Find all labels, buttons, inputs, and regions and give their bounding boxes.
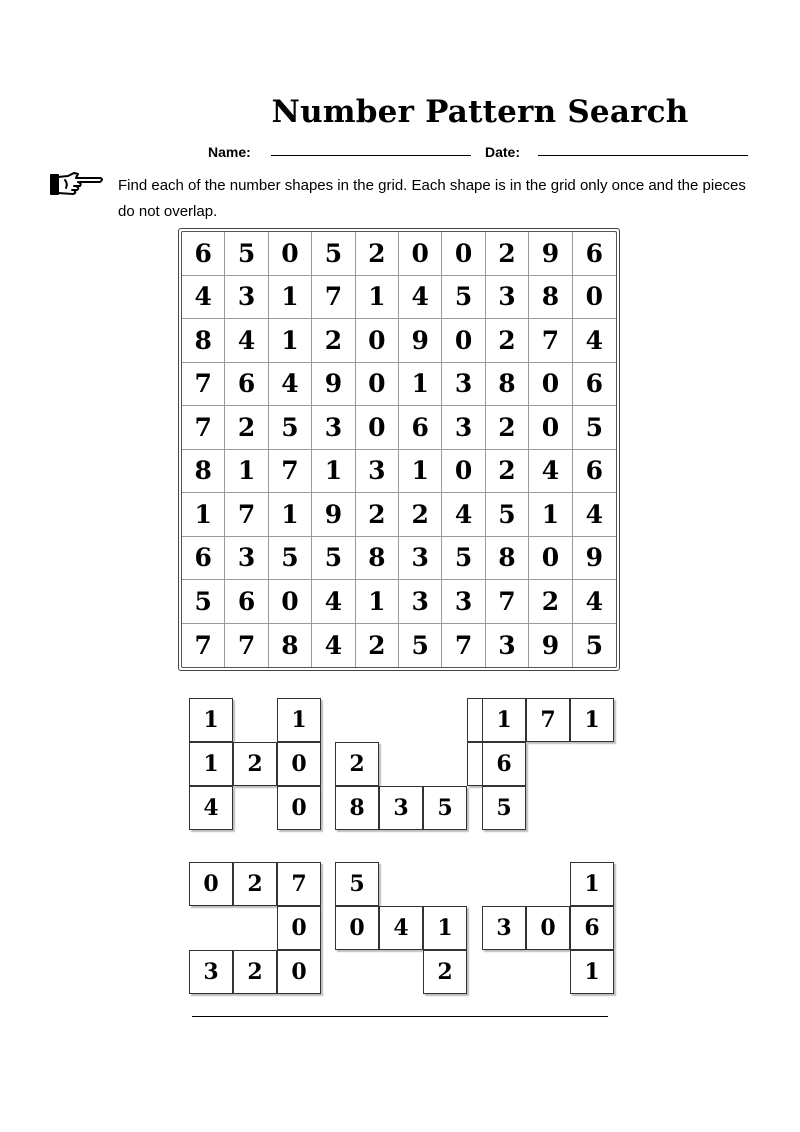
grid-cell[interactable]: 6 (573, 363, 616, 407)
grid-cell[interactable]: 2 (356, 493, 399, 537)
name-field[interactable] (271, 155, 471, 156)
grid-cell[interactable]: 6 (399, 406, 442, 450)
grid-cell[interactable]: 8 (182, 450, 225, 494)
name-label: Name: (208, 144, 251, 160)
grid-cell[interactable]: 4 (573, 580, 616, 624)
shape-1-tile: 0 (277, 786, 321, 830)
grid-cell[interactable]: 4 (573, 493, 616, 537)
grid-cell[interactable]: 1 (529, 493, 572, 537)
grid-cell[interactable]: 2 (399, 493, 442, 537)
grid-cell[interactable]: 0 (356, 319, 399, 363)
shape-2-tile: 2 (335, 742, 379, 786)
grid-cell[interactable]: 1 (312, 450, 355, 494)
grid-cell[interactable]: 4 (529, 450, 572, 494)
shape-3-tile: 5 (482, 786, 526, 830)
grid-cell[interactable]: 0 (269, 232, 312, 276)
grid-cell[interactable]: 1 (399, 450, 442, 494)
grid-cell[interactable]: 1 (269, 276, 312, 320)
grid-cell[interactable]: 5 (399, 624, 442, 668)
grid-cell[interactable]: 2 (486, 319, 529, 363)
grid-cell[interactable]: 0 (399, 232, 442, 276)
shape-1-tile: 4 (189, 786, 233, 830)
grid-cell[interactable]: 0 (442, 319, 485, 363)
grid-cell[interactable]: 1 (182, 493, 225, 537)
grid-cell[interactable]: 7 (269, 450, 312, 494)
grid-cell[interactable]: 3 (486, 624, 529, 668)
grid-cell[interactable]: 7 (486, 580, 529, 624)
grid-cell[interactable]: 7 (312, 276, 355, 320)
shape-1-tile: 1 (189, 698, 233, 742)
shape-4-tile: 0 (277, 950, 321, 994)
grid-cell[interactable]: 2 (486, 450, 529, 494)
date-field[interactable] (538, 155, 748, 156)
grid-cell[interactable]: 3 (225, 537, 268, 581)
shape-3-tile: 1 (570, 698, 614, 742)
shape-1-tile: 2 (233, 742, 277, 786)
grid-cell[interactable]: 1 (356, 276, 399, 320)
shape-3-tile: 6 (482, 742, 526, 786)
grid-cell[interactable]: 5 (312, 537, 355, 581)
grid-cell[interactable]: 6 (573, 450, 616, 494)
shape-6-tile: 0 (526, 906, 570, 950)
shape-4-tile: 7 (277, 862, 321, 906)
grid-cell[interactable]: 8 (182, 319, 225, 363)
grid-cell[interactable]: 7 (182, 624, 225, 668)
grid-cell[interactable]: 5 (442, 537, 485, 581)
grid-cell[interactable]: 8 (486, 363, 529, 407)
shape-2-tile: 3 (379, 786, 423, 830)
grid-cell[interactable]: 0 (529, 363, 572, 407)
grid-cell[interactable]: 6 (182, 232, 225, 276)
grid-cell[interactable]: 5 (182, 580, 225, 624)
grid-cell[interactable]: 7 (529, 319, 572, 363)
shape-4-tile: 2 (233, 950, 277, 994)
shape-1-tile: 1 (277, 698, 321, 742)
grid-cell[interactable]: 3 (486, 276, 529, 320)
grid-cell[interactable]: 0 (269, 580, 312, 624)
shape-3-tile: 1 (482, 698, 526, 742)
grid-cell[interactable]: 5 (312, 232, 355, 276)
grid-cell[interactable]: 1 (269, 493, 312, 537)
shape-6-tile: 3 (482, 906, 526, 950)
grid-cell[interactable]: 3 (442, 580, 485, 624)
grid-cell[interactable]: 2 (312, 319, 355, 363)
instructions-text: Find each of the number shapes in the grid. Each shape is in the grid only once and the pieces do not overlap. (118, 177, 746, 220)
shape-4-tile: 2 (233, 862, 277, 906)
grid-cell[interactable]: 4 (269, 363, 312, 407)
shape-5-tile: 2 (423, 950, 467, 994)
grid-cell[interactable]: 2 (486, 406, 529, 450)
grid-cell[interactable]: 3 (399, 537, 442, 581)
grid-cell[interactable]: 7 (225, 493, 268, 537)
grid-cell[interactable]: 4 (573, 319, 616, 363)
grid-cell[interactable]: 6 (573, 232, 616, 276)
shape-1-tile: 0 (277, 742, 321, 786)
shape-2-tile: 5 (423, 786, 467, 830)
grid-cell[interactable]: 3 (225, 276, 268, 320)
grid-cell[interactable]: 0 (442, 232, 485, 276)
grid-cell[interactable]: 5 (269, 406, 312, 450)
grid-cell[interactable]: 6 (225, 363, 268, 407)
grid-cell[interactable]: 1 (356, 580, 399, 624)
grid-cell[interactable]: 0 (529, 406, 572, 450)
grid-cell[interactable]: 3 (312, 406, 355, 450)
date-label: Date: (485, 144, 521, 160)
grid-cell[interactable]: 4 (442, 493, 485, 537)
shape-6-tile: 1 (570, 950, 614, 994)
grid-cell[interactable]: 1 (225, 450, 268, 494)
grid-cell[interactable]: 2 (529, 580, 572, 624)
grid-cell[interactable]: 5 (225, 232, 268, 276)
grid-cell[interactable]: 4 (312, 580, 355, 624)
grid-cell[interactable]: 4 (399, 276, 442, 320)
shape-5-tile: 0 (335, 906, 379, 950)
grid-cell[interactable]: 1 (399, 363, 442, 407)
grid-cell[interactable]: 4 (312, 624, 355, 668)
grid-cell[interactable]: 9 (573, 537, 616, 581)
shape-4-tile: 0 (277, 906, 321, 950)
grid-cell[interactable]: 2 (225, 406, 268, 450)
grid-cell[interactable]: 2 (486, 232, 529, 276)
grid-cell[interactable]: 0 (356, 363, 399, 407)
grid-cell[interactable]: 7 (442, 624, 485, 668)
grid-cell[interactable]: 6 (182, 537, 225, 581)
number-grid (181, 231, 617, 668)
shape-4-tile: 3 (189, 950, 233, 994)
shape-3-tile: 7 (526, 698, 570, 742)
shape-6-tile: 1 (570, 862, 614, 906)
grid-cell[interactable]: 0 (529, 537, 572, 581)
grid-cell[interactable]: 7 (225, 624, 268, 668)
grid-cell[interactable]: 9 (399, 319, 442, 363)
grid-cell[interactable]: 1 (269, 319, 312, 363)
grid-cell[interactable]: 5 (442, 276, 485, 320)
grid-cell[interactable]: 5 (486, 493, 529, 537)
grid-cell[interactable]: 7 (182, 406, 225, 450)
worksheet-title: Number Pattern Search (271, 94, 689, 130)
grid-cell[interactable]: 5 (573, 406, 616, 450)
grid-cell[interactable]: 3 (356, 450, 399, 494)
grid-cell[interactable]: 9 (529, 232, 572, 276)
grid-cell[interactable]: 9 (312, 493, 355, 537)
grid-cell[interactable]: 9 (312, 363, 355, 407)
grid-cell[interactable]: 3 (442, 363, 485, 407)
grid-cell[interactable]: 4 (182, 276, 225, 320)
grid-cell[interactable]: 7 (182, 363, 225, 407)
grid-cell[interactable]: 8 (529, 276, 572, 320)
grid-cell[interactable]: 2 (356, 232, 399, 276)
grid-cell[interactable]: 8 (269, 624, 312, 668)
grid-cell[interactable]: 8 (356, 537, 399, 581)
grid-cell[interactable]: 2 (356, 624, 399, 668)
grid-cell[interactable]: 0 (442, 450, 485, 494)
pointing-hand-icon (48, 170, 106, 198)
shape-6-tile: 6 (570, 906, 614, 950)
grid-cell[interactable]: 6 (225, 580, 268, 624)
shape-4-tile: 0 (189, 862, 233, 906)
shape-2-tile: 8 (335, 786, 379, 830)
shape-5-tile: 4 (379, 906, 423, 950)
shape-5-tile: 5 (335, 862, 379, 906)
shape-5-tile: 1 (423, 906, 467, 950)
answer-line[interactable] (192, 1016, 608, 1017)
grid-cell[interactable]: 8 (486, 537, 529, 581)
grid-cell[interactable]: 0 (356, 406, 399, 450)
grid-cell[interactable]: 0 (573, 276, 616, 320)
grid-cell[interactable]: 5 (269, 537, 312, 581)
grid-cell[interactable]: 4 (225, 319, 268, 363)
grid-cell[interactable]: 9 (529, 624, 572, 668)
grid-cell[interactable]: 3 (442, 406, 485, 450)
grid-cell[interactable]: 3 (399, 580, 442, 624)
grid-cell[interactable]: 5 (585, 630, 603, 660)
shape-1-tile: 1 (189, 742, 233, 786)
